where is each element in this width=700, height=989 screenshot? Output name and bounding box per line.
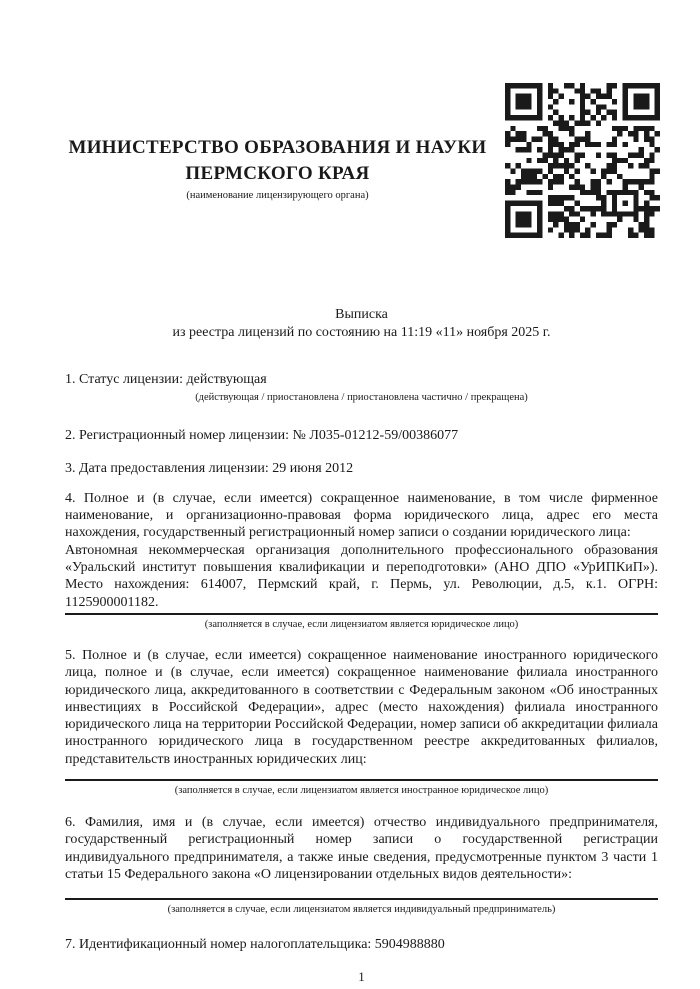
item-license-status bbox=[65, 371, 658, 404]
registration-number-text: 2. Регистрационный номер лицензии: № Л035-01212-59/00386077 bbox=[65, 428, 459, 444]
individual-entrepreneur-blank-field bbox=[65, 883, 658, 900]
license-status-text: 1. Статус лицензии: действующая bbox=[65, 372, 267, 387]
ministry-name-line2: ПЕРМСКОГО КРАЯ bbox=[185, 163, 370, 184]
document-title-line2: из реестра лицензий по состоянию на 11:19 «11» ноября 2025 г. bbox=[172, 324, 551, 340]
qr-code-image bbox=[505, 83, 660, 238]
item-registration-number bbox=[65, 427, 658, 444]
item-license-grant-date bbox=[65, 460, 658, 477]
item-individual-entrepreneur-info bbox=[65, 814, 658, 916]
legal-entity-info-caption: (заполняется в случае, если лицензиатом является юридическое лицо) bbox=[204, 618, 519, 630]
legal-entity-info-value: Автономная некоммерческая организация дополнительного профессионального образования «Уральский институт повышения квалификации и переподготовки» (АНО ДПО «УрИПКиП»). Место нахождения: 614007, Пермский край, г. Пермь, ул. Революции, д.5, к.1. ОГРН: 1125900001182. bbox=[65, 542, 658, 615]
item-legal-entity-info bbox=[65, 490, 658, 631]
document-title-line1: Выписка bbox=[335, 307, 388, 322]
foreign-entity-info-blank-field bbox=[65, 768, 658, 781]
foreign-entity-info-text: 5. Полное и (в случае, если имеется) сокращенное наименование иностранного юридического лица, полное и (в случае, если имеется) сокращенное наименование филиала иностранного юридического лица, аккредитованного в соответствии с Федеральным законом «Об иностранных инвестициях в Российской Федерации», адрес (место нахождения) филиала иностранного юридического лица на территории Российской Федерации, номер записи об аккредитации филиала иностранного юридического лица в государственном реестре аккредитованных филиалов, представительств иностранных юридических лиц: bbox=[65, 647, 658, 767]
license-status-caption: (действующая / приостановлена / приостановлена частично / прекращена) bbox=[195, 392, 528, 404]
page-number: 1 bbox=[358, 968, 365, 984]
foreign-entity-info-caption: (заполняется в случае, если лицензиатом является иностранное юридическое лицо) bbox=[174, 785, 549, 797]
ministry-name-line1: МИНИСТЕРСТВО ОБРАЗОВАНИЯ И НАУКИ bbox=[68, 137, 487, 158]
item-foreign-entity-info bbox=[65, 647, 658, 797]
ministry-caption: (наименование лицензирующего органа) bbox=[186, 190, 369, 201]
taxpayer-id-text: 7. Идентификационный номер налогоплательщика: 5904988880 bbox=[65, 937, 445, 953]
individual-entrepreneur-info-text: 6. Фамилия, имя и (в случае, если имеется) отчество индивидуального предпринимателя, государственный регистрационный номер записи о государственной регистрации индивидуального предпринимателя, а также иные сведения, предусмотренные пунктом 3 части 1 статьи 15 Федерального закона «О лицензировании отдельных видов деятельности»: bbox=[65, 815, 658, 882]
issuing-authority-block bbox=[65, 135, 490, 202]
license-grant-date-text: 3. Дата предоставления лицензии: 29 июня 2012 bbox=[65, 460, 354, 476]
document-title-block bbox=[65, 306, 658, 341]
qr-code bbox=[505, 83, 660, 238]
item-taxpayer-id bbox=[65, 936, 658, 953]
individual-entrepreneur-caption: (заполняется в случае, если лицензиатом является индивидуальный предприниматель) bbox=[167, 904, 556, 916]
legal-entity-info-text: 4. Полное и (в случае, если имеется) сокращенное наименование, в том числе фирменное наименование, и организационно-правовая форма юридического лица, адрес его места нахождения, государственный регистрационный номер записи о создании юридического лица: bbox=[65, 490, 658, 541]
